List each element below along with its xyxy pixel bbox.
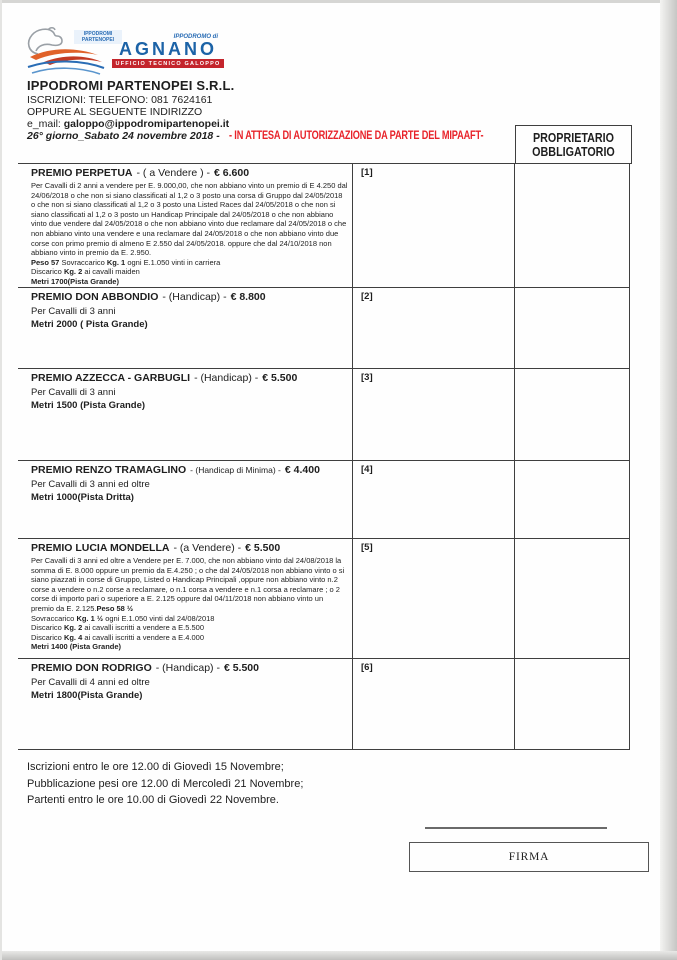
email-line <box>27 118 229 130</box>
race-row-1 <box>18 164 630 288</box>
race-name: PREMIO PERPETUA <box>31 167 133 179</box>
race-prize: € 5.500 <box>245 542 281 554</box>
race-name: PREMIO DON RODRIGO <box>31 662 152 674</box>
ufficio-tecnico-banner: UFFICIO TECNICO GALOPPO <box>112 59 224 68</box>
signature-line <box>425 827 607 829</box>
race-description-cell <box>18 461 352 538</box>
race-number-cell: [3] <box>352 369 515 460</box>
contact-alt-line: OPPURE AL SEGUENTE INDIRIZZO <box>27 106 203 118</box>
race-title <box>31 542 348 555</box>
deadline-entries: Iscrizioni entro le ore 12.00 di Giovedì 15 Novembre; <box>27 761 284 773</box>
race-number-cell: [2] <box>352 288 515 368</box>
race-condition-line: Metri 1000(Pista Dritta) <box>31 492 134 503</box>
race-conditions <box>31 556 348 652</box>
deadlines-block <box>27 759 303 809</box>
owner-entry-cell <box>515 288 630 368</box>
race-prize: € 6.600 <box>214 167 250 179</box>
contact-phone-line: ISCRIZIONI: TELEFONO: 081 7624161 <box>27 94 213 106</box>
race-prize: € 5.500 <box>262 372 298 384</box>
race-condition-line: Per Cavalli di 4 anni ed oltre <box>31 677 150 688</box>
race-condition-line: Peso 57 Sovraccarico Kg. 1 ogni E.1.050 vinti in carriera <box>31 257 221 267</box>
race-conditions <box>31 676 348 702</box>
race-prize: € 4.400 <box>284 464 320 476</box>
race-type: - (Handicap di Minima) - <box>190 465 281 475</box>
race-number-cell: [1] <box>352 164 515 287</box>
race-condition-line: Metri 1400 (Pista Grande) <box>31 642 122 652</box>
scan-edge-top <box>0 0 677 3</box>
race-description-cell <box>18 288 352 368</box>
race-title <box>31 662 348 675</box>
race-day-date: 26° giorno_Sabato 24 novembre 2018 - <box>27 130 220 142</box>
race-description-cell <box>18 539 352 658</box>
race-condition-line: Per Cavalli di 3 anni ed oltre <box>31 479 150 490</box>
race-number-cell: [4] <box>352 461 515 538</box>
deadline-starters: Partenti entro le ore 10.00 di Giovedì 22 Novembre. <box>27 794 279 806</box>
race-day-line <box>27 130 547 142</box>
race-condition-line: Per Cavalli di 3 anni <box>31 387 116 398</box>
race-condition-line: Metri 1700(Pista Grande) <box>31 276 119 286</box>
race-number-cell: [6] <box>352 659 515 749</box>
authorization-notice: - IN ATTESA DI AUTORIZZAZIONE DA PARTE DEL MIPAAFT- <box>228 130 483 142</box>
scan-edge-bottom <box>0 951 677 960</box>
race-description-cell <box>18 164 352 287</box>
race-conditions <box>31 386 348 412</box>
owner-entry-cell <box>515 164 630 287</box>
agnano-logo <box>112 34 224 68</box>
agnano-wordmark: AGNANO <box>119 39 217 59</box>
brand-small-label: IPPODROMI PARTENOPEI <box>74 30 122 44</box>
scan-edge-right <box>660 0 677 960</box>
firma-box <box>409 842 649 872</box>
races-table <box>18 163 630 750</box>
race-number-cell: [5] <box>352 539 515 658</box>
race-type: - (Handicap) - <box>155 662 220 674</box>
race-title <box>31 372 348 385</box>
race-prize: € 5.500 <box>223 662 259 674</box>
owner-entry-cell <box>515 539 630 658</box>
race-condition-line: Discarico Kg. 2 ai cavalli maiden <box>31 267 140 277</box>
race-name: PREMIO DON ABBONDIO <box>31 291 159 303</box>
race-prize: € 8.800 <box>230 291 266 303</box>
deadline-weights: Pubblicazione pesi ore 12.00 di Mercoledì 21 Novembre; <box>27 777 304 790</box>
race-description-cell <box>18 369 352 460</box>
race-row-4 <box>18 461 630 539</box>
race-condition-line: Discarico Kg. 4 ai cavalli iscritti a vendere a E.4.000 <box>31 632 205 642</box>
race-title <box>31 464 348 477</box>
race-type: - ( a Vendere ) - <box>136 167 211 179</box>
race-row-3 <box>18 369 630 461</box>
race-condition-line: Per Cavalli di 2 anni a vendere per E. 9.000,00, che non abbiano vinto un premio di E 4.250 dal 24/06/2018 o che non si siano classificati al 1,2 o 3 posto una corsa di Gruppo dal 24/05/2018 o che non si siano classificati al 1,2 o 3 posto una Listed Races dal 24/05/2018 o che non si siano classificati al 1,2 o 3 posto un Handicap Principale dal 24/05/2018 o che non abbiano vinto due vendere dal 24/05/2018 o che non abbiano vinto due reclamare dal 24/05/2018 o che non abbiano vinto una vendere e una reclamare dal 24/05/2018 o che non abbiano vinto due corse con primo premio di almeno E 2.550 dal 24/05/2018. oppure che dal 24/10/2018 non abbiano vinto in premio da E. 2.950. <box>31 181 348 258</box>
race-type: - (a Vendere) - <box>173 542 242 554</box>
race-conditions <box>31 181 348 287</box>
race-row-6 <box>18 659 630 750</box>
race-title <box>31 167 348 180</box>
owner-entry-cell <box>515 659 630 749</box>
race-condition-line: Per Cavalli di 3 anni ed oltre a Vendere per E. 7.000, che non abbiano vinto dal 24/08/2018 la somma di E. 8.000 oppure un premio da E.4.250 ; o che dal 24/05/2018 non abbiano vinto o si siano piazzati in corse di Gruppo, Listed o Handicap Principali ,oppure non abbiano vinto n.2 corse a vendere o n.2 corse a reclamare, o n.1 corsa a vendere e n.1 corsa a reclamare ; o 2 corse di importo pari o superiore a E. 2.125 oppure dal 04/11/2018 non abbiano vinto un premio da E. 2.125.Peso 58 ½ <box>31 556 345 613</box>
race-description-cell <box>18 659 352 749</box>
race-row-5 <box>18 539 630 659</box>
owner-entry-cell <box>515 461 630 538</box>
race-condition-line: Discarico Kg. 2 ai cavalli iscritti a vendere a E.5.500 <box>31 623 205 633</box>
company-name: IPPODROMI PARTENOPEI S.R.L. <box>27 78 235 93</box>
race-type: - (Handicap) - <box>162 291 227 303</box>
race-name: PREMIO RENZO TRAMAGLINO <box>31 464 187 476</box>
race-name: PREMIO AZZECCA - GARBUGLI <box>31 372 191 384</box>
race-name: PREMIO LUCIA MONDELLA <box>31 542 170 554</box>
email-prefix: e_mail: <box>27 118 64 130</box>
race-condition-line: Metri 2000 ( Pista Grande) <box>31 319 148 330</box>
race-conditions <box>31 478 348 504</box>
owner-column-header: PROPRIETARIO OBBLIGATORIO <box>515 125 632 164</box>
race-conditions <box>31 305 348 331</box>
race-condition-line: Metri 1500 (Pista Grande) <box>31 400 146 411</box>
ippodromo-di-label: IPPODROMO di <box>173 34 218 40</box>
firma-label: FIRMA <box>508 851 550 863</box>
race-title <box>31 291 348 304</box>
race-condition-line: Metri 1800(Pista Grande) <box>31 690 143 701</box>
race-row-2 <box>18 288 630 369</box>
race-condition-line: Per Cavalli di 3 anni <box>31 306 116 317</box>
email-address: galoppo@ippodromipartenopei.it <box>63 118 230 130</box>
race-condition-line: Sovraccarico Kg. 1 ½ ogni E.1.050 vinti dal 24/08/2018 <box>31 613 215 623</box>
scan-edge-left <box>0 0 2 960</box>
race-type: - (Handicap) - <box>194 372 259 384</box>
owner-entry-cell <box>515 369 630 460</box>
